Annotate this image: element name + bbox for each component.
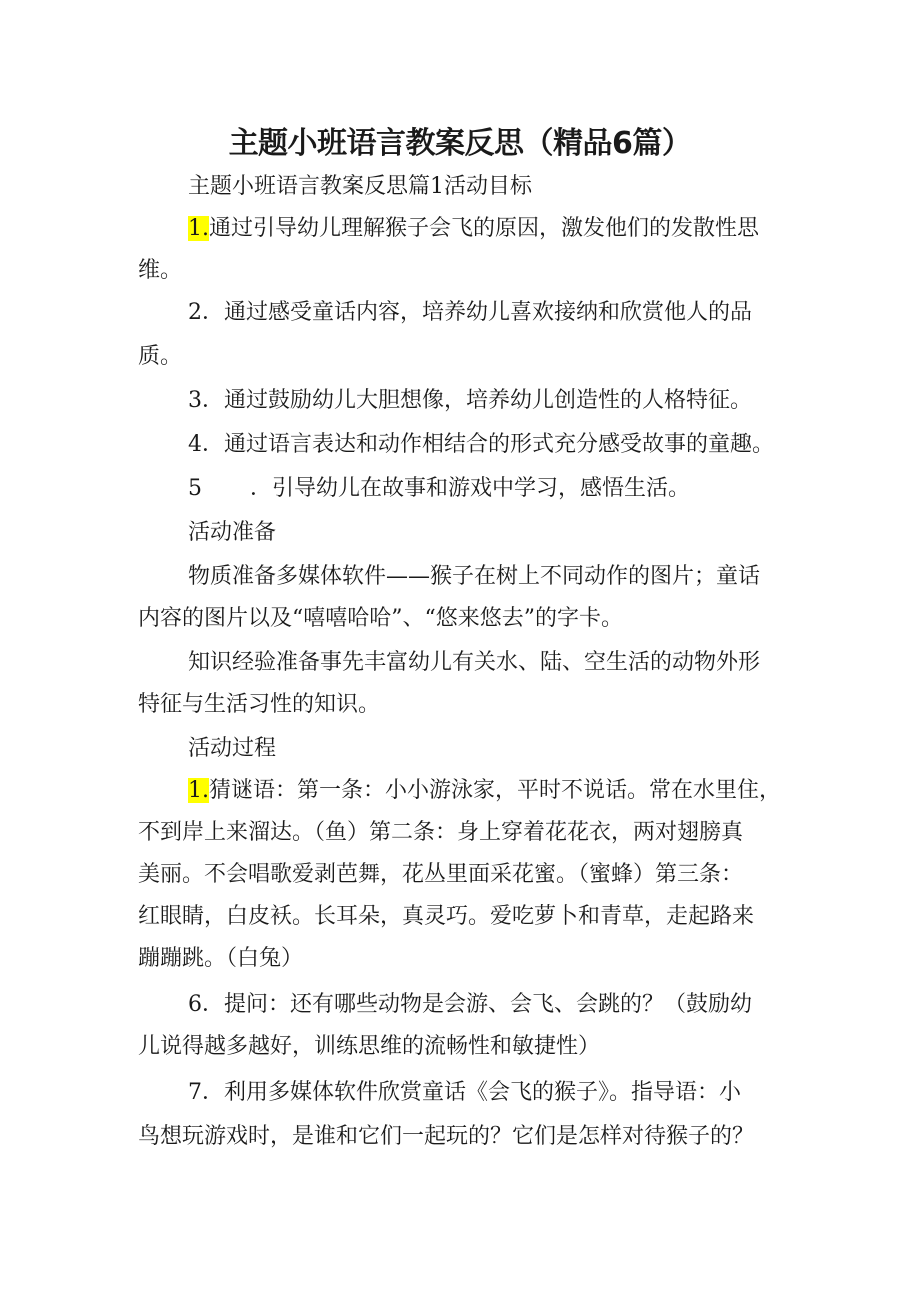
line-text: 儿说得越多越好，训练思维的流畅性和敏捷性） bbox=[138, 1034, 601, 1059]
paragraph-goal-3 bbox=[188, 388, 752, 414]
line-text: 4．通过语言表达和动作相结合的形式充分感受故事的童趣。 bbox=[188, 432, 774, 457]
paragraph-riddle bbox=[188, 778, 781, 804]
paragraph-goal-1-cont bbox=[138, 258, 182, 284]
line-text: 3．通过鼓励幼儿大胆想像，培养幼儿创造性的人格特征。 bbox=[188, 388, 752, 413]
line-text: 主题小班语言教案反思篇1活动目标 bbox=[188, 174, 532, 199]
paragraph-goal-2-cont bbox=[138, 344, 182, 370]
paragraph-prep-knowledge bbox=[188, 650, 760, 676]
paragraph-riddle-cont-3 bbox=[138, 904, 754, 930]
section-heading-prep bbox=[188, 520, 276, 546]
section-heading-process bbox=[188, 736, 276, 762]
line-text: 维。 bbox=[138, 258, 183, 283]
line-text: 鸟想玩游戏时，是谁和它们一起玩的？它们是怎样对待猴子的？ bbox=[138, 1124, 755, 1149]
line-text: 蹦蹦跳。（白兔） bbox=[138, 946, 304, 971]
line-text: 红眼睛，白皮袄。长耳朵，真灵巧。爱吃萝卜和青草，走起路来 bbox=[138, 904, 755, 929]
line-text: 内容的图片以及“嘻嘻哈哈”、“悠来悠去”的字卡。 bbox=[138, 606, 623, 631]
highlighted-number: 1. bbox=[188, 778, 209, 803]
paragraph-riddle-cont-2 bbox=[138, 862, 743, 888]
paragraph-goal-4 bbox=[188, 432, 774, 458]
line-text: 不到岸上来溜达。（鱼）第二条：身上穿着花花衣，两对翅膀真 bbox=[138, 820, 744, 845]
paragraph-riddle-cont-1 bbox=[138, 820, 743, 846]
highlighted-number: 1. bbox=[188, 216, 209, 241]
line-text: 通过引导幼儿理解猴子会飞的原因，激发他们的发散性思 bbox=[209, 216, 760, 241]
paragraph-goal-2 bbox=[188, 300, 752, 326]
line-text: 特征与生活习性的知识。 bbox=[138, 692, 381, 717]
line-text: 猜谜语：第一条：小小游泳家，平时不说话。常在水里住， bbox=[209, 778, 782, 803]
document-title: 主题小班语言教案反思（精品6篇） bbox=[228, 126, 692, 161]
paragraph-question-6-cont bbox=[138, 1034, 600, 1060]
line-text: 质。 bbox=[138, 344, 183, 369]
paragraph-prep-material bbox=[188, 564, 760, 590]
line-text: 活动过程 bbox=[188, 736, 277, 761]
line-text: 7．利用多媒体软件欣赏童话《会飞的猴子》。指导语：小 bbox=[188, 1080, 741, 1105]
paragraph-prep-knowledge-cont bbox=[138, 692, 380, 718]
paragraph-media-7-cont bbox=[138, 1124, 754, 1150]
line-text: 知识经验准备事先丰富幼儿有关水、陆、空生活的动物外形 bbox=[188, 650, 761, 675]
line-text: 美丽。不会唱歌爱剥芭舞，花丛里面采花蜜。（蜜蜂）第三条： bbox=[138, 862, 744, 887]
line-text: 物质准备多媒体软件——猴子在树上不同动作的图片；童话 bbox=[188, 564, 761, 589]
line-text: ．引导幼儿在故事和游戏中学习，感悟生活。 bbox=[250, 476, 691, 501]
paragraph-goal-5 bbox=[188, 476, 690, 502]
paragraph-question-6 bbox=[188, 992, 752, 1018]
line-text: 活动准备 bbox=[188, 520, 277, 545]
paragraph-goal-1 bbox=[188, 216, 759, 242]
section-heading-1 bbox=[188, 174, 532, 200]
line-number: 5 bbox=[188, 476, 202, 501]
paragraph-riddle-cont-4 bbox=[138, 946, 303, 972]
paragraph-prep-material-cont bbox=[138, 606, 623, 632]
line-text: 2．通过感受童话内容，培养幼儿喜欢接纳和欣赏他人的品 bbox=[188, 300, 752, 325]
paragraph-media-7 bbox=[188, 1080, 741, 1106]
line-text: 6．提问：还有哪些动物是会游、会飞、会跳的？（鼓励幼 bbox=[188, 992, 752, 1017]
